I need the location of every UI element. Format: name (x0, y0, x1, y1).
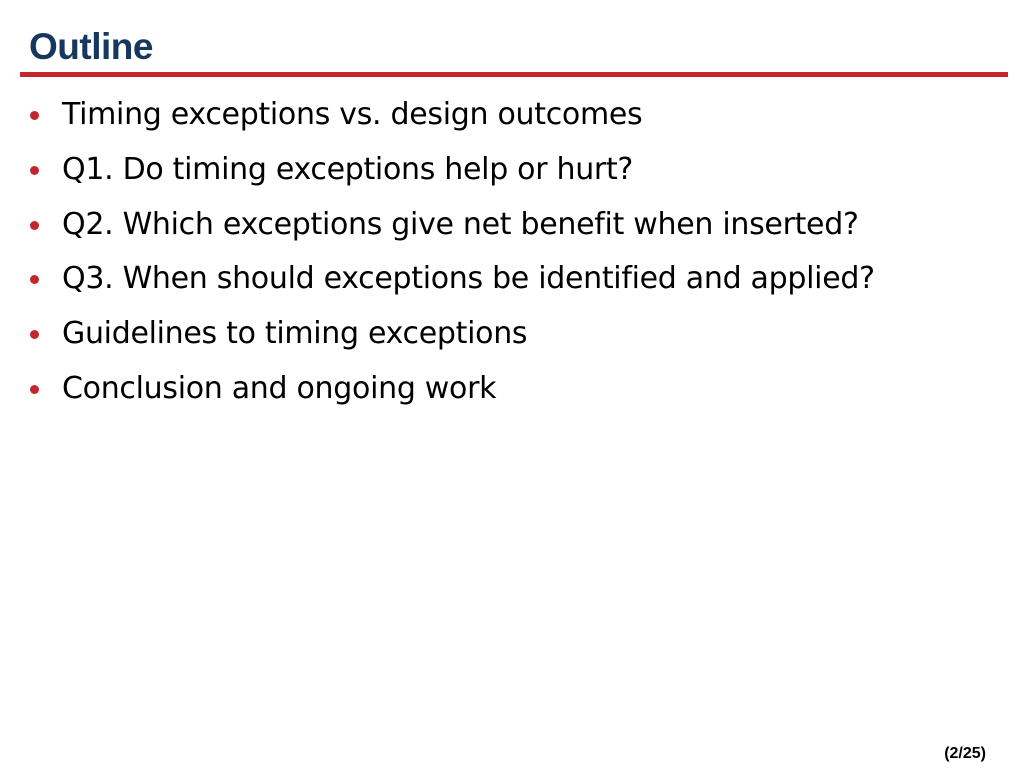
bullet-dot-icon (30, 275, 39, 284)
bullet-dot-icon (30, 330, 39, 339)
page-number: (2/25) (944, 745, 986, 762)
bullet-dot-icon (30, 221, 39, 230)
bullet-text: Q2. Which exceptions give net benefit when inserted? (62, 206, 859, 242)
bullet-text: Conclusion and ongoing work (62, 370, 497, 406)
bullet-item (30, 143, 1000, 198)
bullet-dot-icon (30, 166, 39, 175)
bullet-text: Q1. Do timing exceptions help or hurt? (62, 152, 634, 188)
bullet-dot-icon (30, 111, 39, 120)
bullet-list (30, 88, 1000, 416)
bullet-item (30, 307, 1000, 362)
bullet-item (30, 361, 1000, 416)
title-divider (20, 72, 1008, 77)
bullet-item (30, 252, 1000, 307)
bullet-text: Guidelines to timing exceptions (62, 316, 528, 352)
slide-title: Outline (29, 26, 153, 67)
bullet-text: Q3. When should exceptions be identified and applied? (62, 261, 875, 297)
bullet-item (30, 197, 1000, 252)
bullet-item (30, 88, 1000, 143)
bullet-text: Timing exceptions vs. design outcomes (62, 97, 643, 133)
bullet-dot-icon (30, 385, 39, 394)
